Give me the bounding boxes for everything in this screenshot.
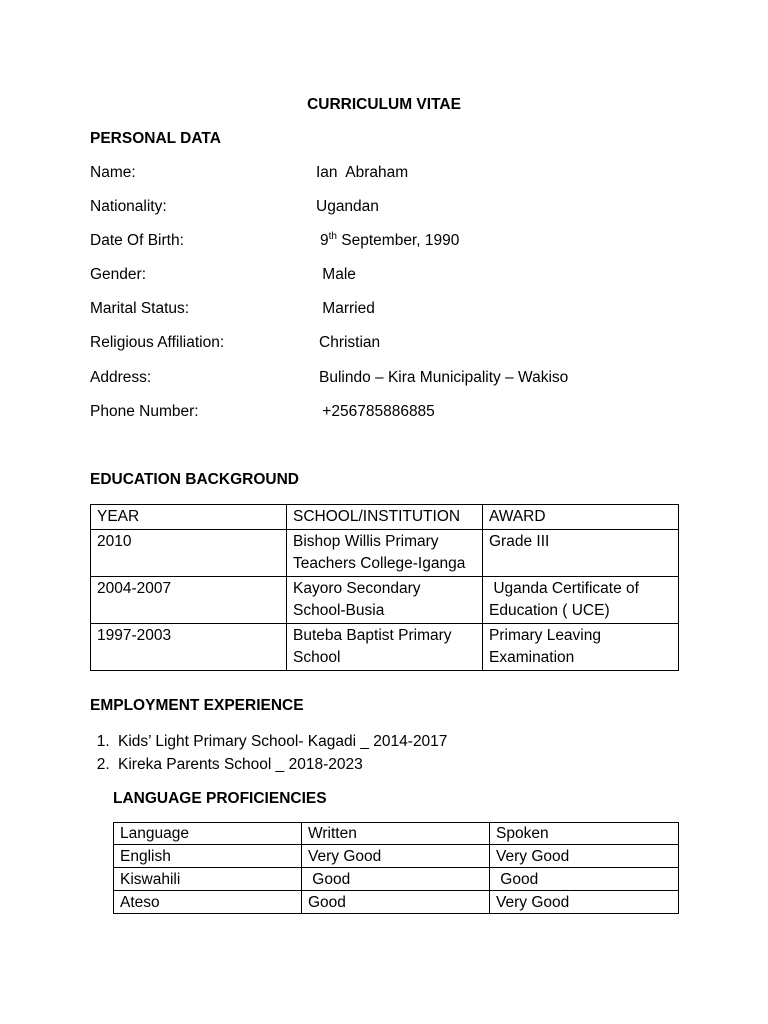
language-table <box>113 822 679 914</box>
language-cell: English <box>114 845 302 868</box>
header-written: Written <box>302 823 490 845</box>
gender-label: Gender: <box>90 266 147 283</box>
table-row <box>114 891 679 914</box>
gender-value: Male <box>318 266 356 283</box>
name-label: Name: <box>90 164 136 181</box>
employment-list <box>90 730 447 776</box>
year-cell: 2010 <box>91 530 287 577</box>
dob-label: Date Of Birth: <box>90 232 184 249</box>
school-cell: Bishop Willis Primary Teachers College-Iganga <box>287 530 483 577</box>
nationality-label: Nationality: <box>90 198 167 215</box>
table-row <box>114 845 679 868</box>
dob-day: 9 <box>320 232 329 249</box>
school-cell: Kayoro Secondary School-Busia <box>287 577 483 624</box>
written-cell: Very Good <box>302 845 490 868</box>
header-award: AWARD <box>483 505 679 530</box>
name-value: Ian Abraham <box>316 164 409 181</box>
spoken-cell: Good <box>490 868 679 891</box>
dob-rest: September, 1990 <box>336 232 460 249</box>
list-item: 1. Kids’ Light Primary School- Kagadi _ 2014-2017 <box>114 730 447 753</box>
education-heading: EDUCATION BACKGROUND <box>90 471 299 488</box>
written-cell: Good <box>302 868 490 891</box>
nationality-value: Ugandan <box>316 198 379 215</box>
spoken-cell: Very Good <box>490 845 679 868</box>
marital-status-label: Marital Status: <box>90 300 190 317</box>
dob-suffix: th <box>328 230 337 242</box>
phone-label: Phone Number: <box>90 403 199 420</box>
year-cell: 1997-2003 <box>91 624 287 671</box>
table-row <box>91 624 679 671</box>
header-school: SCHOOL/INSTITUTION <box>287 505 483 530</box>
address-value: Bulindo – Kira Municipality – Wakiso <box>319 369 569 386</box>
phone-value: +256785886885 <box>318 403 435 420</box>
table-row <box>91 530 679 577</box>
written-cell: Good <box>302 891 490 914</box>
header-language: Language <box>114 823 302 845</box>
dob-value <box>320 231 459 251</box>
table-header-row <box>114 823 679 845</box>
award-cell: Grade III <box>483 530 679 577</box>
award-cell: Uganda Certificate of Education ( UCE) <box>483 577 679 624</box>
table-row <box>114 868 679 891</box>
religion-value: Christian <box>319 334 381 351</box>
school-cell: Buteba Baptist Primary School <box>287 624 483 671</box>
table-header-row <box>91 505 679 530</box>
language-cell: Kiswahili <box>114 868 302 891</box>
table-row <box>91 577 679 624</box>
spoken-cell: Very Good <box>490 891 679 914</box>
award-cell: Primary Leaving Examination <box>483 624 679 671</box>
year-cell: 2004-2007 <box>91 577 287 624</box>
header-year: YEAR <box>91 505 287 530</box>
language-heading: LANGUAGE PROFICIENCIES <box>113 790 327 807</box>
address-label: Address: <box>90 369 152 386</box>
document-title: CURRICULUM VITAE <box>307 96 461 113</box>
personal-data-heading: PERSONAL DATA <box>90 130 221 147</box>
education-table <box>90 504 679 671</box>
language-cell: Ateso <box>114 891 302 914</box>
marital-status-value: Married <box>318 300 375 317</box>
employment-heading: EMPLOYMENT EXPERIENCE <box>90 697 304 714</box>
header-spoken: Spoken <box>490 823 679 845</box>
religion-label: Religious Affiliation: <box>90 334 225 351</box>
list-item: 2. Kireka Parents School _ 2018-2023 <box>114 753 447 776</box>
